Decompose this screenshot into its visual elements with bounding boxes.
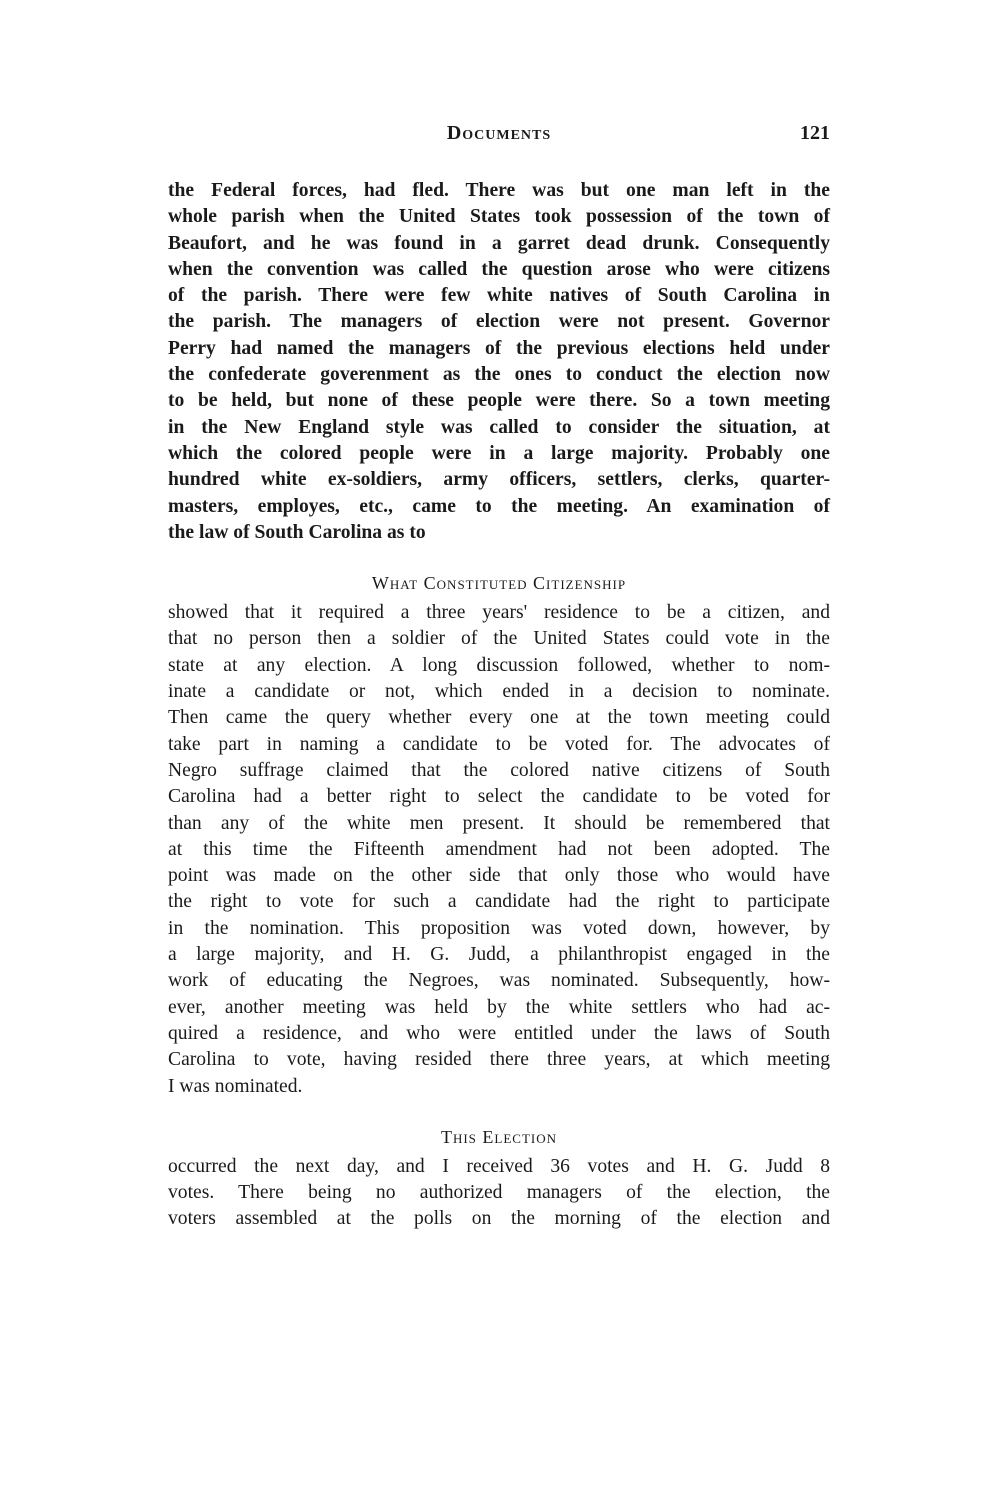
paragraph-2 [168, 600, 830, 1100]
text-line: whole parish when the United States took possession of the town of [168, 206, 830, 228]
paragraph-1 [168, 178, 830, 546]
text-line: Beaufort, and he was found in a garret dead drunk. Consequently [168, 232, 830, 254]
text-line: occurred the next day, and I received 36 votes and H. G. Judd 8 [168, 1155, 830, 1177]
text-line: the law of South Carolina as to [168, 521, 426, 543]
text-line: masters, employes, etc., came to the meeting. An examination of [168, 495, 830, 517]
text-line: in the New England style was called to consider the situation, at [168, 416, 830, 438]
text-line: inate a candidate or not, which ended in a decision to nominate. [168, 681, 830, 703]
text-line: votes. There being no authorized managers of the election, the [168, 1182, 830, 1204]
running-head [168, 122, 830, 156]
text-line: a large majority, and H. G. Judd, a philanthropist engaged in the [168, 944, 830, 966]
text-line: state at any election. A long discussion followed, whether to nom- [168, 654, 830, 676]
text-line: take part in naming a candidate to be voted for. The advocates of [168, 733, 830, 755]
text-line: hundred white ex-soldiers, army officers, settlers, clerks, quarter- [168, 469, 830, 491]
text-line: ever, another meeting was held by the white settlers who had ac- [168, 996, 830, 1018]
text-line: the parish. The managers of election were not present. Governor [168, 311, 830, 333]
text-line: quired a residence, and who were entitled under the laws of South [168, 1022, 830, 1044]
text-line: Then came the query whether every one at the town meeting could [168, 707, 830, 729]
text-line: the right to vote for such a candidate had the right to participate [168, 891, 830, 913]
text-line: Carolina had a better right to select the candidate to be voted for [168, 786, 830, 808]
text-line: at this time the Fifteenth amendment had not been adopted. The [168, 838, 830, 860]
text-line: the confederate goverenment as the ones to conduct the election now [168, 364, 830, 386]
text-line: when the convention was called the question arose who were citizens [168, 258, 830, 280]
text-line: of the parish. There were few white natives of South Carolina in [168, 285, 830, 307]
page-number: 121 [800, 122, 830, 144]
text-line: I was nominated. [168, 1075, 303, 1097]
document-page [168, 122, 830, 1233]
text-line: showed that it required a three years' residence to be a citizen, and [168, 602, 830, 624]
text-line: to be held, but none of these people were there. So a town meeting [168, 390, 830, 412]
running-title: Documents [446, 122, 552, 144]
text-line: that no person then a soldier of the United States could vote in the [168, 628, 830, 650]
text-line: which the colored people were in a large majority. Probably one [168, 442, 830, 464]
text-line: than any of the white men present. It should be remembered that [168, 812, 830, 834]
section-heading-election: This Election [440, 1126, 558, 1147]
section-heading-citizenship: What Constituted Citizenship [371, 573, 627, 594]
text-line: work of educating the Negroes, was nominated. Subsequently, how- [168, 970, 830, 992]
text-line: point was made on the other side that only those who would have [168, 865, 830, 887]
text-line: voters assembled at the polls on the morning of the election and [168, 1208, 830, 1230]
text-line: Negro suffrage claimed that the colored native citizens of South [168, 759, 830, 781]
text-line: Carolina to vote, having resided there three years, at which meeting [168, 1049, 830, 1071]
paragraph-3 [168, 1154, 830, 1233]
text-line: in the nomination. This proposition was voted down, however, by [168, 917, 830, 939]
text-line: Perry had named the managers of the previous elections held under [168, 337, 830, 359]
text-line: the Federal forces, had fled. There was but one man left in the [168, 180, 830, 201]
